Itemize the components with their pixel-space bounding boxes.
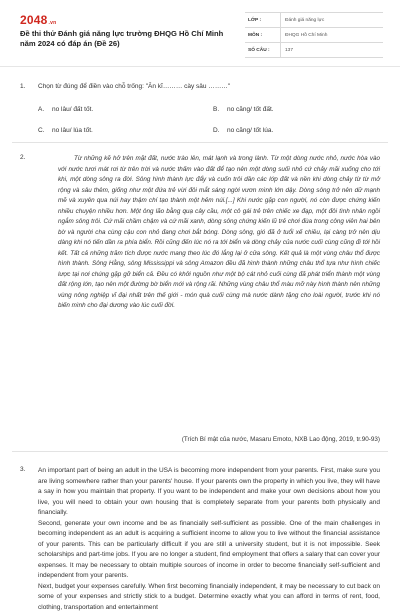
logo-suffix: .vn	[49, 20, 57, 26]
logo-main: 2048	[20, 13, 48, 27]
option-text: no căng/ tốt lúa.	[227, 127, 273, 134]
question-number: 1.	[20, 83, 25, 90]
site-logo[interactable]	[20, 13, 56, 27]
meta-row-subject	[245, 28, 383, 43]
passage-citation: (Trích Bí mật của nước, Masaru Emoto, NXB Lao động, 2019, tr.90-93)	[58, 436, 380, 443]
option-text: no lâu/ lúa tốt.	[52, 127, 93, 134]
option-a[interactable]	[38, 106, 93, 113]
meta-value: 137	[281, 48, 293, 53]
question-number: 2.	[20, 154, 25, 161]
exam-meta-table	[245, 12, 383, 58]
passage-paragraph: Second, generate your own income and be as financially self-sufficient as possible. One of the main challenges in becoming independent as an adult is acquiring a sufficient income to allow you to live without the financial assistance of your parents. This can be particularly difficult if you are still a university student, but it is not impossible. Seek scholarships and part-time jobs. If you are no longer a student, find employment that offers a salary that can cover your expenses. It may be necessary to obtain multiple sources of income in order to become financially self-sufficient and independent from your parents.	[38, 519, 380, 582]
meta-value: ĐHQG Hồ Chí Minh	[281, 33, 327, 38]
option-text: no lâu/ đất tốt.	[52, 106, 93, 113]
option-letter: C.	[38, 127, 52, 134]
option-c[interactable]	[38, 127, 93, 134]
meta-key: MÔN :	[245, 28, 281, 42]
exam-content	[0, 66, 400, 600]
option-text: no căng/ tốt đất.	[227, 106, 274, 113]
meta-row-class	[245, 13, 383, 28]
meta-value: Đánh giá năng lực	[281, 18, 324, 23]
passage-paragraph: Next, budget your expenses carefully. When first becoming financially independent, it may be necessary to cut back on some of your expenses and strictly stick to a budget. Determine exactly what you can afford in terms of rent, food, clothing, transportation and entertainment	[38, 582, 380, 613]
option-d[interactable]	[213, 127, 273, 134]
page-header	[0, 0, 400, 66]
exam-title: Đề thi thử Đánh giá năng lực trường ĐHQG Hồ Chí Minh năm 2024 có đáp án (Đề 26)	[20, 29, 225, 49]
passage-paragraph: An important part of being an adult in the USA is becoming more independent from your parents. First, make sure you are living somewhere rather than your parents' house. If your parents own the property in which you live, they will have a say in how you maintain that property. If you want to be independent and make your own decisions about how you live, you will need to obtain your own housing that is completely separate from your parents both physically and financially.	[38, 466, 380, 519]
reading-passage: Từ những kẽ hở trên mặt đất, nước trào lên, mát lạnh và trong lành. Từ một dòng nước nhỏ, nước hòa vào với nước tươi mát rơi từ trên trời và nước thấm vào đất để tạo nên một dòng suối nhỏ cứ chảy mãi xuống cho tới khi, một dòng sông ra đời. Sông hình thành lực đẩy và cuốn trôi dần các lớp đất và nền khi dòng chảy từ từ mở rộng và sâu thêm, giống như một đứa trẻ vừi đôi mắt sáng ngời vươn mình lớn dậy. Dòng sông trở nên dữ mạnh mẽ và xuyên qua núi hay thậm chí tạo thành một hẻm núi.[...] Khi nước gặp con người, nó còn được chứng kiến nhiều chuyện nhiều hơn. Một ông lão bằng quạ cây cầu, một cô gái trẻ trên chiếc xe đạp, một đôi tình nhân ngồi ngắm sông trôi. Cứ mãi chầm chậm và cứ mãi xanh, dòng sông chứng kiến lũ trẻ chơi đùa trong công viên hai bên bờ và người cha cùng cậu con nhỏ đang chơi bắt bóng. Dòng sông, gió đã ở tuổi xế chiều, lại càng trở nên dịu dàng khi nó tiến dần ra phía biển. Rồi cũng đến lúc nó ra tới biển và dòng chảy của nước cuối cùng cũng đi tới hồi kết. Tất cả những trăm tích được nước mang theo lúc đó lắng lại ở cửa sông. Kết quả là một vùng châu thổ được hình thành. Sông Hằng, sông Mississippi và sông Amazon đều đã hình thành những châu thổ tựa như hình chiếc lược tại nơi chúng gặp gỡ biển cả. Đều có khởi nguồn như một bộ cát nhỏ cuối cùng đã phát triển thành một vùng đất rộng lớn, tạo nên một đường bờ biển mới và rộng rãi. Những vùng châu thổ màu mỡ này hình thành nên những vùng nông nghiệp vĩ đại nhất trên thế giới - món quà cuối cùng mà nước dành tặng cho loài người, trước khi nó biến mình cho đại dương vào lúc cuối đời.	[58, 154, 380, 312]
meta-key: SỐ CÂU :	[245, 43, 281, 57]
question-divider	[12, 451, 388, 452]
option-letter: A.	[38, 106, 52, 113]
question-divider	[12, 142, 388, 143]
reading-passage-english	[38, 466, 380, 613]
option-letter: B.	[213, 106, 227, 113]
question-number: 3.	[20, 466, 25, 473]
meta-row-count	[245, 43, 383, 58]
option-b[interactable]	[213, 106, 274, 113]
question-text: Chọn từ đúng để điền vào chỗ trống: "Ăn kĩ……… cày sâu ………"	[38, 83, 378, 90]
meta-key: LỚP :	[245, 13, 281, 27]
option-letter: D.	[213, 127, 227, 134]
